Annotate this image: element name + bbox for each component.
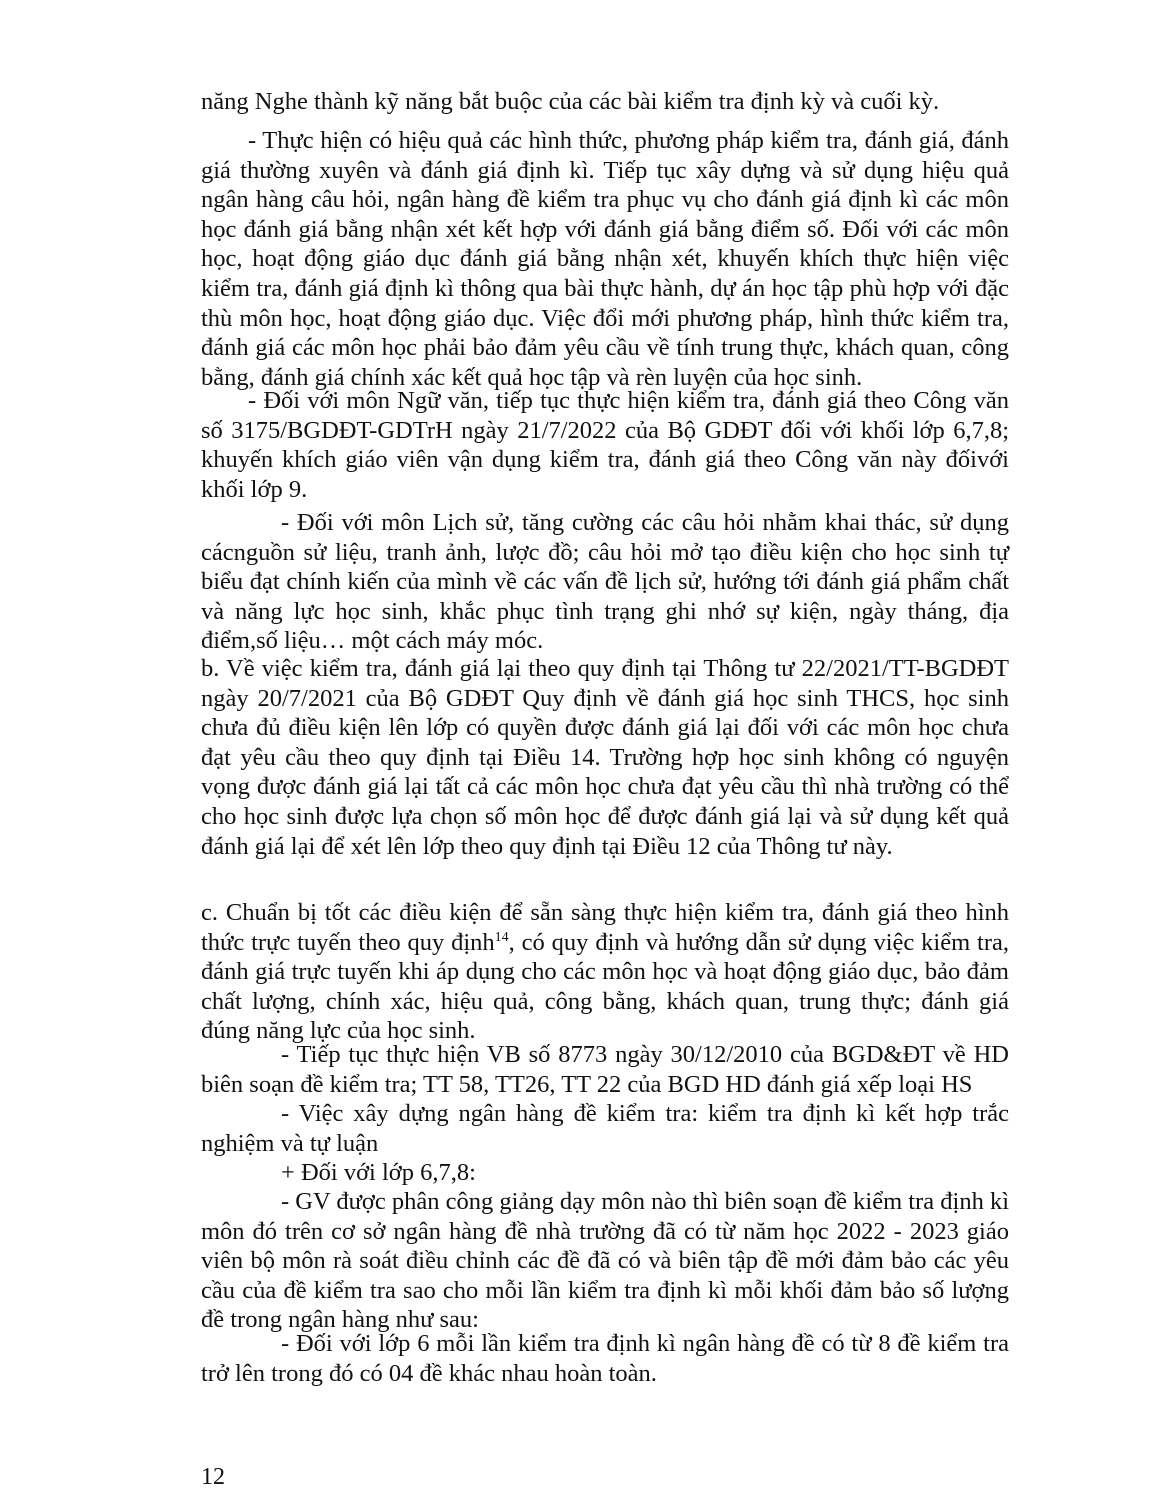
paragraph-text: - GV được phân công giảng dạy môn nào thì biên soạn đề kiểm tra định kì môn đó trên cơ sở ngân hàng đề nhà trường đã có từ năm học 2022 - 2023 giáo viên bộ môn rà soát điều chỉnh các đề đã có và biên tập đề mới đảm bảo các yêu cầu của đề kiểm tra sao cho mỗi lần kiểm tra định kì mỗi khối đảm bảo số lượng đề trong ngân hàng như sau: xyxy=(201,1188,1009,1334)
paragraph-text: - Tiếp tục thực hiện VB số 8773 ngày 30/12/2010 của BGD&ĐT về HD biên soạn đề kiểm tra; TT 58, TT26, TT 22 của BGD HD đánh giá xếp loại HS xyxy=(201,1041,1009,1098)
paragraph-text: + Đối với lớp 6,7,8: xyxy=(281,1159,476,1186)
footnote-reference: 14 xyxy=(494,929,509,945)
paragraph-vb-8773 xyxy=(201,1040,1009,1099)
paragraph-question-bank xyxy=(201,1099,1009,1158)
paragraph-text: - Việc xây dựng ngân hàng đề kiểm tra: kiểm tra định kì kết hợp trắc nghiệm và tự luận xyxy=(201,1100,1009,1157)
paragraph-assessment-methods xyxy=(201,126,1009,392)
paragraph-text: - Đối với lớp 6 mỗi lần kiểm tra định kì ngân hàng đề có từ 8 đề kiểm tra trở lên trong đó có 04 đề khác nhau hoàn toàn. xyxy=(201,1330,1009,1387)
paragraph-intro xyxy=(201,87,1009,117)
paragraph-text-part2: , có quy định và hướng dẫn sử dụng việc kiểm tra, đánh giá trực tuyến khi áp dụng cho các môn học và hoạt động giáo dục, bảo đảm chất lượng, chính xác, hiệu quả, công bằng, khách quan, trung thực; đánh giá đúng năng lực của học sinh. xyxy=(201,928,1009,1045)
paragraph-text: - Thực hiện có hiệu quả các hình thức, phương pháp kiểm tra, đánh giá, đánh giá thường xuyên và đánh giá định kì. Tiếp tục xây dựng và sử dụng hiệu quả ngân hàng câu hỏi, ngân hàng đề kiểm tra phục vụ cho đánh giá định kì các môn học đánh giá bằng nhận xét kết hợp với đánh giá bằng điểm số. Đối với các môn học, hoạt động giáo dục đánh giá bằng nhận xét, khuyến khích thực hiện việc kiểm tra, đánh giá định kì thông qua bài thực hành, dự án học tập phù hợp với đặc thù môn học, hoạt động giáo dục. Việc đổi mới phương pháp, hình thức kiểm tra, đánh giá các môn học phải bảo đảm yêu cầu về tính trung thực, khách quan, công bằng, đánh giá chính xác kết quả học tập và rèn luyện của học sinh. xyxy=(201,127,1009,391)
paragraph-b-reassessment xyxy=(201,654,1009,861)
paragraph-text: năng Nghe thành kỹ năng bắt buộc của các bài kiểm tra định kỳ và cuối kỳ. xyxy=(201,88,940,115)
page-number: 12 xyxy=(201,1464,225,1490)
paragraph-text: b. Về việc kiểm tra, đánh giá lại theo quy định tại Thông tư 22/2021/TT-BGDĐT ngày 20/7/2021 của Bộ GDĐT Quy định về đánh giá học sinh THCS, học sinh chưa đủ điều kiện lên lớp có quyền được đánh giá lại đối với các môn học chưa đạt yêu cầu theo quy định tại Điều 14. Trường hợp học sinh không có nguyện vọng được đánh giá lại tất cả các môn học chưa đạt yêu cầu thì nhà trường có thể cho học sinh được lựa chọn số môn học để được đánh giá lại và sử dụng kết quả đánh giá lại để xét lên lớp theo quy định tại Điều 12 của Thông tư này. xyxy=(201,655,1009,860)
paragraph-text: - Đối với môn Lịch sử, tăng cường các câu hỏi nhằm khai thác, sử dụng cácnguồn sử liệu, tranh ảnh, lược đồ; câu hỏi mở tạo điều kiện cho học sinh tự biểu đạt chính kiến của mình về các vấn đề lịch sử, hướng tới đánh giá phẩm chất và năng lực học sinh, khắc phục tình trạng ghi nhớ sự kiện, ngày tháng, địa điểm,số liệu… một cách máy móc. xyxy=(201,509,1009,655)
paragraph-grade-678 xyxy=(201,1158,1009,1188)
paragraph-literature xyxy=(201,386,1009,504)
paragraph-text xyxy=(201,898,1009,1046)
paragraph-teacher-tasks xyxy=(201,1187,1009,1335)
paragraph-c-online-assessment xyxy=(201,898,1009,1046)
paragraph-grade-6 xyxy=(201,1329,1009,1388)
paragraph-text: - Đối với môn Ngữ văn, tiếp tục thực hiện kiểm tra, đánh giá theo Công văn số 3175/BGDĐT-GDTrH ngày 21/7/2022 của Bộ GDĐT đối với khối lớp 6,7,8; khuyến khích giáo viên vận dụng kiểm tra, đánh giá theo Công văn này đốivới khối lớp 9. xyxy=(201,387,1009,503)
paragraph-text-part1: c. Chuẩn bị tốt các điều kiện để sẵn sàng thực hiện kiểm tra, đánh giá theo hình thức trực tuyến theo quy định xyxy=(201,899,1009,956)
paragraph-history xyxy=(201,508,1009,656)
